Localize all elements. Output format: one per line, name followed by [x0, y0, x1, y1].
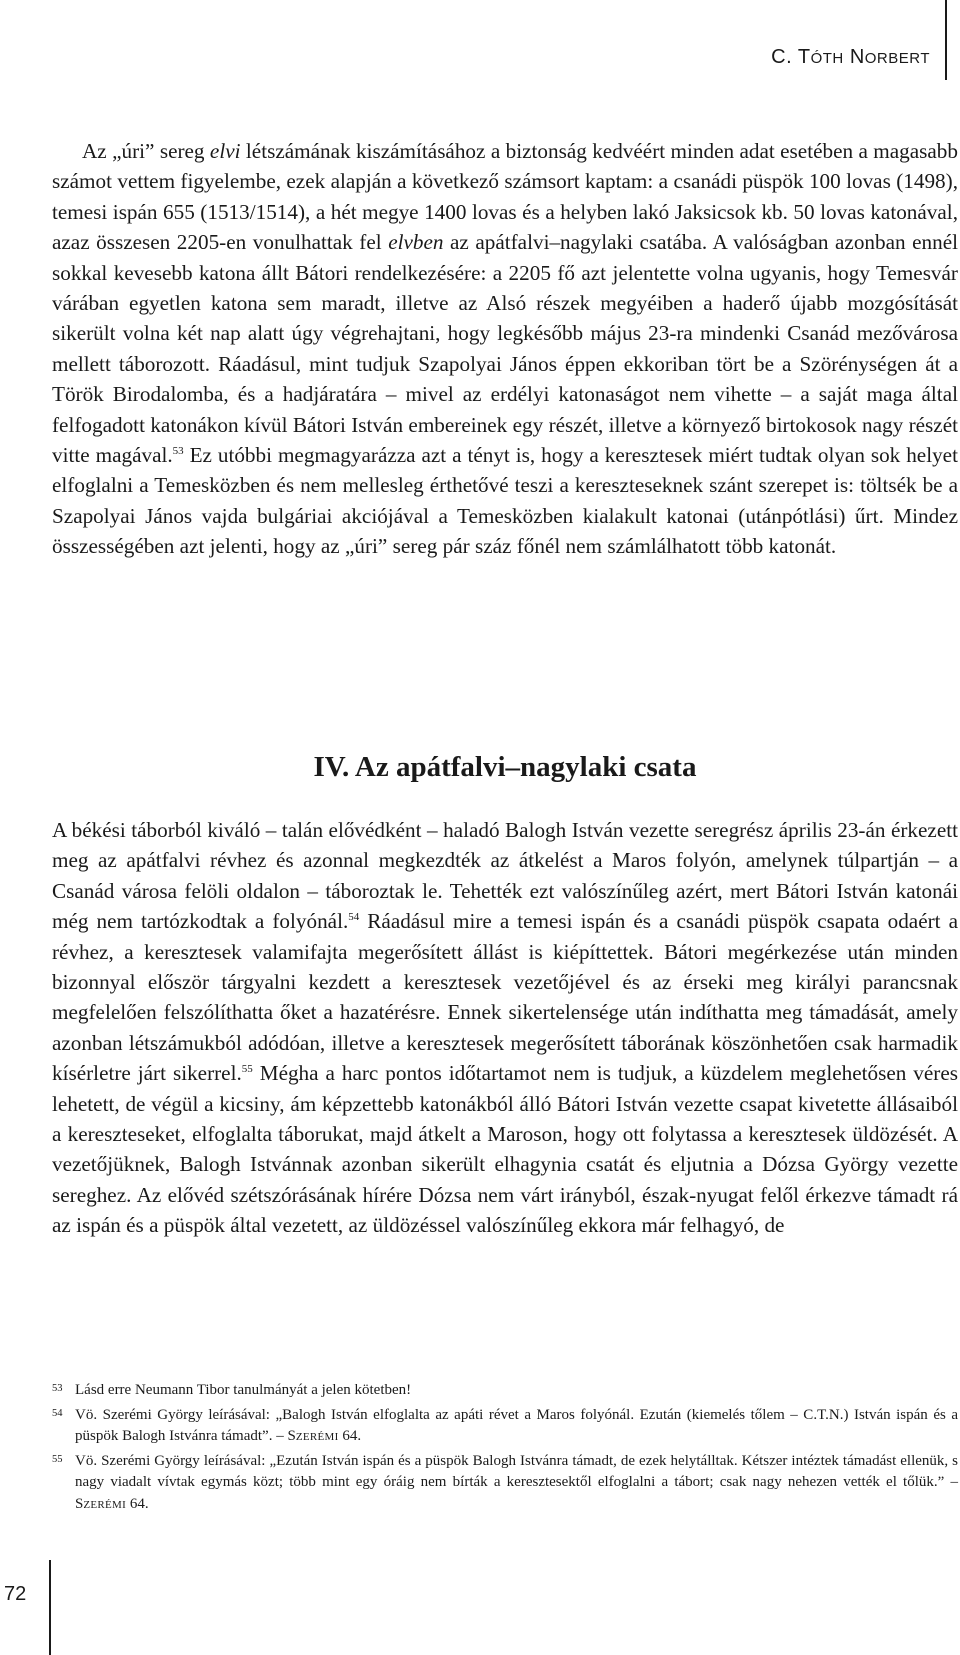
- source-page: 64.: [126, 1495, 149, 1512]
- author-initial: C.: [771, 46, 798, 68]
- author-first-rest: ÓTH: [810, 50, 844, 67]
- footnote-text: Lásd erre Neumann Tibor tanulmányát a jelen kötetben!: [75, 1382, 412, 1398]
- footnote-number: 54: [52, 1407, 63, 1419]
- header-rule: [945, 0, 947, 80]
- text-run: Mégha a harc pontos időtartamot nem is tudjuk, a küzdelem meglehetősen véres lehetett, de végül a kicsiny, ám képzettebb katonákból álló Bátori István vezette csapat kivetette állásaiból a kereszteseket, elfoglalta táborukat, majd átkelt a Maroson, hogy ott folytassa a keresztesek üldözését. A vezetőjüknek, Balogh Istvánnak azonban sikerült elhagynia csatát és eljutnia a Dózsa György vezette sereghez. Az elővéd szétszórásának hírére Dózsa nem várt irányból, észak-nyugat felől érkezve támadt rá az ispán és a püspök által vezetett, az üldözéssel valószínűleg ekkora már felhagyó, de: [52, 1061, 958, 1238]
- footnote-ref-53[interactable]: 53: [172, 445, 184, 457]
- footnote-text: Vö. Szerémi György leírásával: „Balogh István elfoglalta az apáti révet a Maros folyónál. Ezután (kiemelés tőlem – C.T.N.) István ispán és a püspök Balogh Istvánra támadt”. –: [75, 1406, 958, 1444]
- footnote-text: Vö. Szerémi György leírásával: „Ezután István ispán és a püspök Balogh Istvánra támadt, de ezek helytálltak. Kétszer intéztek támadást ellenük, s nagy viadalt vívtak egymás közt; több mint egy óráig nem bírták a keresztesektől elfoglalni a tábort; csak nagy nehezen vették el tőlük.” –: [75, 1452, 958, 1490]
- footnote-ref-55[interactable]: 55: [241, 1063, 253, 1076]
- source-cap: S: [75, 1495, 84, 1512]
- author-last-cap: N: [849, 46, 865, 68]
- italic-term: elvben: [388, 230, 444, 255]
- italic-term: elvi: [209, 139, 241, 163]
- footnote-ref-54[interactable]: 54: [348, 911, 360, 924]
- source-name: zerémi: [83, 1495, 127, 1512]
- text-run: A békési táborból kiváló – talán elővédként – haladó Balogh István vezette seregrész április 23-án érkezett meg az apátfalvi révhez és azonnal megkezdték az átkelést a Maros folyón, amelynek túlpartján – a Csanád városa felöli oldalon – táboroztak le. Tehették ezt valószínűleg azért, mert Bátori István katonái még nem tartózkodtak a folyónál.: [52, 818, 958, 934]
- section-heading: IV. Az apátfalvi–nagylaki csata: [313, 751, 697, 783]
- paragraph-intro: [52, 136, 958, 562]
- text-run: Ráadásul mire a temesi ispán és a csanádi püspök csapata odaért a révhez, a keresztesek valamifajta megerősített állást is kiépíttettek. Bátori megérkezése után minden bizonnyal először tárgyalni kezdett a keresztesek vezetőjével és az érseki meg királyi parancsnak megfelelően felszólíthatta őket a hazatérésre. Ennek sikertelensége után indíthatta meg támadását, amely azonban létszámukból adódóan, illetve a keresztesek megerősített táborának köszönhetően csak harmadik kísérletre járt sikerrel.: [52, 909, 958, 1086]
- running-head-author: [771, 46, 930, 69]
- footnote-55: [52, 1451, 958, 1516]
- footnote-53: [52, 1380, 958, 1402]
- author-last-rest: ORBERT: [864, 50, 930, 67]
- source-cap: S: [287, 1428, 296, 1444]
- footnotes: [52, 1380, 958, 1518]
- text-run: az apátfalvi–nagylaki csatába. A valóságban azonban ennél sokkal kevesebb katona állt Bátori rendelkezésére: a 2205 fő azt jelentette volna ugyanis, hogy Temesvár várában egyetlen katona sem maradt, illetve az Alsó részek megyéiben a haderő újabb mozgósítását sikerült volna két nap alatt úgy végrehajtani, hogy legkésőbb május 23-ra mindenki Csanád mezővárosa mellett táborozott. Ráadásul, mint tudjuk Szapolyai János éppen ekkoriban tört be a Szörénységen át a Török Birodalomba, és a hadjáratára – mivel az erdélyi katonaságot nem vihette – a saját maga által felfogadott katonákon kívül Bátori István embereinek egy részét, illetve a környező birtokosok nagy részét vitte magával.: [52, 230, 959, 468]
- text-run: létszámának kiszámításához a biztonság kedvéért minden adat esetében a magasabb számot vettem figyelembe, ezek alapján a következő számsort kaptam: a csanádi püspök 100 lovas (1498), temesi ispán 655 (1513/1514), a hét megye 1400 lovas és a helyben lakó Jaksicsok kb. 50 lovas katonával, azaz összesen 2205-en vonulhattak fel: [52, 139, 958, 255]
- text-run: Az „úri” sereg: [82, 139, 210, 163]
- footer-rule: [49, 1560, 51, 1655]
- footnote-number: 53: [52, 1383, 63, 1394]
- text-run: Ez utóbbi megmagyarázza azt a tényt is, hogy a keresztesek miért tudtak olyan sok helyet elfoglalni a Temesközben és nem mellesleg érthetővé teszi a kereszteseknek szánt szerepet is: töltsék be a Szapolyai János vajda bulgáriai akciójával a Temesközben kialakult katonai (utánpótlási) űrt. Mindez összességében azt jelenti, hogy az „úri” sereg pár száz főnél nem számlálhatott több katonát.: [52, 443, 958, 559]
- footnote-54: [52, 1405, 958, 1448]
- source-name: zerémi: [295, 1428, 339, 1444]
- author-first-cap: T: [797, 46, 811, 68]
- page-number: 72: [4, 1583, 27, 1605]
- source-page: 64.: [338, 1428, 362, 1444]
- footnote-number: 55: [52, 1453, 63, 1465]
- paragraph-battle: [52, 815, 958, 1241]
